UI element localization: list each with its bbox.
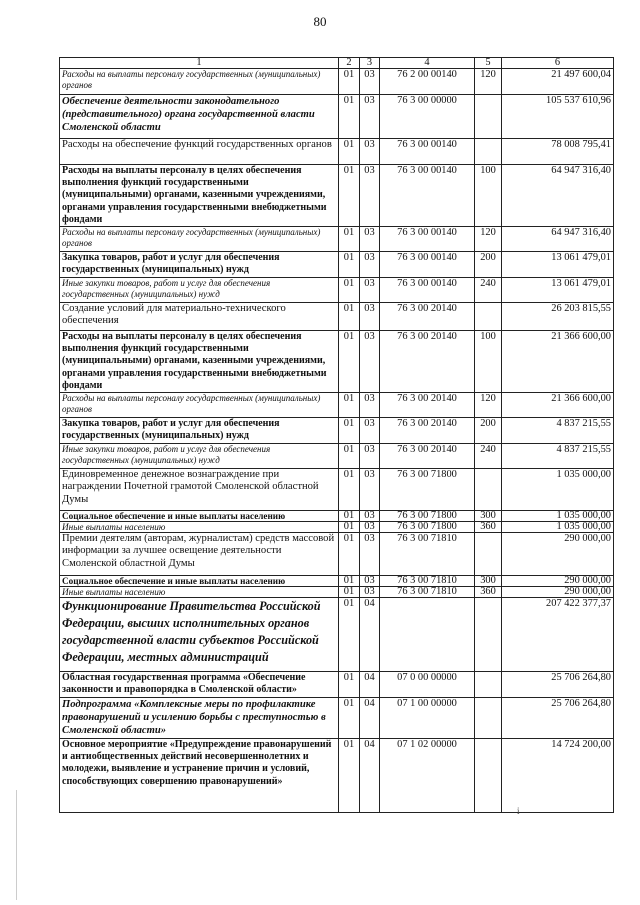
cell-section: 01 (339, 95, 360, 139)
cell-section: 01 (339, 739, 360, 813)
cell-section: 01 (339, 576, 360, 587)
cell-subsection: 03 (360, 331, 380, 393)
cell-expense-type (475, 469, 502, 511)
table-row (60, 139, 614, 165)
cell-subsection: 03 (360, 522, 380, 533)
table-row (60, 165, 614, 227)
cell-amount: 105 537 610,96 (502, 95, 614, 139)
cell-target-code (380, 598, 475, 672)
table-row (60, 331, 614, 393)
table-row (60, 303, 614, 331)
cell-expense-type (475, 698, 502, 739)
cell-name: Единовременное денежное вознаграждение при награждении Почетной грамотой Смоленской областной Думы (60, 469, 339, 511)
header-col-4: 4 (380, 58, 475, 69)
cell-expense-type (475, 739, 502, 813)
cell-section: 01 (339, 698, 360, 739)
cell-name: Социальное обеспечение и иные выплаты населению (60, 511, 339, 522)
table-row (60, 469, 614, 511)
budget-table (59, 57, 614, 813)
table-header-row (60, 58, 614, 69)
cell-target-code: 76 3 00 20140 (380, 331, 475, 393)
table-row (60, 444, 614, 469)
cell-amount: 21 366 600,00 (502, 331, 614, 393)
cell-expense-type: 240 (475, 278, 502, 303)
scan-margin-line (16, 790, 17, 900)
cell-amount: 64 947 316,40 (502, 227, 614, 252)
cell-section: 01 (339, 303, 360, 331)
cell-name: Расходы на выплаты персоналу государственных (муниципальных) органов (60, 393, 339, 418)
cell-expense-type: 200 (475, 252, 502, 278)
cell-target-code: 76 3 00 71810 (380, 576, 475, 587)
cell-target-code: 76 3 00 00140 (380, 165, 475, 227)
cell-target-code: 76 3 00 71800 (380, 469, 475, 511)
cell-subsection: 03 (360, 444, 380, 469)
cell-subsection: 03 (360, 303, 380, 331)
table-row (60, 587, 614, 598)
cell-section: 01 (339, 533, 360, 576)
cell-target-code: 76 3 00 20140 (380, 303, 475, 331)
cell-name: Расходы на выплаты персоналу в целях обеспечения выполнения функций государственными (муниципальными) органами, казенными учреждениями, органами управления государственными внебюджетными фондами (60, 165, 339, 227)
table-row (60, 698, 614, 739)
cell-expense-type (475, 533, 502, 576)
cell-target-code: 07 0 00 00000 (380, 672, 475, 698)
cell-name: Областная государственная программа «Обеспечение законности и правопорядка в Смоленской области» (60, 672, 339, 698)
table-row (60, 598, 614, 672)
cell-subsection: 03 (360, 418, 380, 444)
cell-name: Иные выплаты населению (60, 587, 339, 598)
cell-section: 01 (339, 587, 360, 598)
cell-name: Иные закупки товаров, работ и услуг для обеспечения государственных (муниципальных) нужд (60, 444, 339, 469)
cell-subsection: 03 (360, 576, 380, 587)
cell-expense-type: 100 (475, 331, 502, 393)
cell-expense-type (475, 598, 502, 672)
cell-expense-type: 300 (475, 576, 502, 587)
cell-name: Закупка товаров, работ и услуг для обеспечения государственных (муниципальных) нужд (60, 418, 339, 444)
cell-name: Закупка товаров, работ и услуг для обеспечения государственных (муниципальных) нужд (60, 252, 339, 278)
cell-target-code: 76 3 00 71810 (380, 587, 475, 598)
cell-expense-type (475, 672, 502, 698)
cell-amount: 290 000,00 (502, 576, 614, 587)
header-col-6: 6 (502, 58, 614, 69)
cell-subsection: 03 (360, 587, 380, 598)
table-row (60, 533, 614, 576)
cell-subsection: 03 (360, 139, 380, 165)
table-row (60, 227, 614, 252)
cell-expense-type (475, 303, 502, 331)
cell-target-code: 07 1 00 00000 (380, 698, 475, 739)
table-row (60, 418, 614, 444)
cell-section: 01 (339, 393, 360, 418)
table-row (60, 511, 614, 522)
cell-amount: 25 706 264,80 (502, 672, 614, 698)
cell-name: Обеспечение деятельности законодательного (представительного) органа государственной власти Смоленской области (60, 95, 339, 139)
cell-subsection: 03 (360, 69, 380, 95)
cell-target-code: 76 3 00 00140 (380, 278, 475, 303)
cell-expense-type: 300 (475, 511, 502, 522)
table-row (60, 69, 614, 95)
cell-amount: 290 000,00 (502, 587, 614, 598)
cell-name: Расходы на выплаты персоналу в целях обеспечения выполнения функций государственными (муниципальными) органами, казенными учреждениями, органами управления государственными внебюджетными фондами (60, 331, 339, 393)
cell-expense-type: 120 (475, 393, 502, 418)
cell-section: 01 (339, 69, 360, 95)
cell-subsection: 03 (360, 511, 380, 522)
cell-amount: 78 008 795,41 (502, 139, 614, 165)
cell-target-code: 76 3 00 71800 (380, 511, 475, 522)
cell-expense-type: 120 (475, 69, 502, 95)
page-number: 80 (313, 14, 327, 29)
cell-amount: 14 724 200,00 (502, 739, 614, 813)
cell-subsection: 04 (360, 598, 380, 672)
cell-amount: 21 366 600,00 (502, 393, 614, 418)
cell-amount: 4 837 215,55 (502, 418, 614, 444)
cell-expense-type (475, 139, 502, 165)
cell-section: 01 (339, 165, 360, 227)
cell-name: Социальное обеспечение и иные выплаты населению (60, 576, 339, 587)
table-row (60, 739, 614, 813)
cell-subsection: 04 (360, 739, 380, 813)
cell-subsection: 03 (360, 469, 380, 511)
cell-expense-type: 360 (475, 587, 502, 598)
table-row (60, 278, 614, 303)
cell-amount: 13 061 479,01 (502, 252, 614, 278)
cell-name: Премии деятелям (авторам, журналистам) средств массовой информации за лучшее освещение деятельности Смоленской областной Думы (60, 533, 339, 576)
cell-subsection: 03 (360, 278, 380, 303)
cell-name: Иные закупки товаров, работ и услуг для обеспечения государственных (муниципальных) нужд (60, 278, 339, 303)
table-row (60, 252, 614, 278)
cell-amount: 1 035 000,00 (502, 522, 614, 533)
cell-section: 01 (339, 469, 360, 511)
cell-amount: 290 000,00 (502, 533, 614, 576)
table-body (60, 69, 614, 813)
cell-subsection: 03 (360, 393, 380, 418)
cell-section: 01 (339, 331, 360, 393)
cell-subsection: 04 (360, 698, 380, 739)
cell-name: Расходы на обеспечение функций государственных органов (60, 139, 339, 165)
cell-target-code: 76 3 00 20140 (380, 444, 475, 469)
cell-amount: 207 422 377,37 (502, 598, 614, 672)
cell-section: 01 (339, 418, 360, 444)
cell-name: Расходы на выплаты персоналу государственных (муниципальных) органов (60, 69, 339, 95)
table-row (60, 576, 614, 587)
cell-target-code: 76 2 00 00140 (380, 69, 475, 95)
cell-target-code: 76 3 00 00140 (380, 139, 475, 165)
cell-target-code: 76 3 00 00140 (380, 227, 475, 252)
cell-section: 01 (339, 252, 360, 278)
stray-mark: i (517, 806, 520, 816)
cell-section: 01 (339, 139, 360, 165)
cell-name: Расходы на выплаты персоналу государственных (муниципальных) органов (60, 227, 339, 252)
cell-subsection: 04 (360, 672, 380, 698)
cell-amount: 21 497 600,04 (502, 69, 614, 95)
cell-amount: 13 061 479,01 (502, 278, 614, 303)
cell-subsection: 03 (360, 95, 380, 139)
cell-target-code: 76 3 00 71810 (380, 533, 475, 576)
cell-expense-type: 100 (475, 165, 502, 227)
table-row (60, 393, 614, 418)
cell-target-code: 76 3 00 71800 (380, 522, 475, 533)
cell-subsection: 03 (360, 165, 380, 227)
cell-target-code: 76 3 00 20140 (380, 393, 475, 418)
cell-target-code: 76 3 00 20140 (380, 418, 475, 444)
cell-expense-type: 120 (475, 227, 502, 252)
cell-amount: 4 837 215,55 (502, 444, 614, 469)
header-col-2: 2 (339, 58, 360, 69)
cell-expense-type: 360 (475, 522, 502, 533)
cell-amount: 1 035 000,00 (502, 469, 614, 511)
cell-expense-type: 200 (475, 418, 502, 444)
cell-amount: 26 203 815,55 (502, 303, 614, 331)
header-col-1: 1 (60, 58, 339, 69)
cell-section: 01 (339, 444, 360, 469)
cell-section: 01 (339, 227, 360, 252)
cell-target-code: 76 3 00 00140 (380, 252, 475, 278)
header-col-5: 5 (475, 58, 502, 69)
cell-target-code: 76 3 00 00000 (380, 95, 475, 139)
cell-subsection: 03 (360, 252, 380, 278)
cell-amount: 25 706 264,80 (502, 698, 614, 739)
cell-target-code: 07 1 02 00000 (380, 739, 475, 813)
cell-name: Иные выплаты населению (60, 522, 339, 533)
cell-name: Основное мероприятие «Предупреждение правонарушений и антиобщественных действий несовершеннолетних и молодежи, выявление и устранение причин и условий, способствующих совершению правонарушений» (60, 739, 339, 813)
cell-name: Создание условий для материально-технического обеспечения (60, 303, 339, 331)
table-row (60, 95, 614, 139)
cell-name: Подпрограмма «Комплексные меры по профилактике правонарушений и усилению борьбы с преступностью в Смоленской области» (60, 698, 339, 739)
cell-section: 01 (339, 522, 360, 533)
cell-subsection: 03 (360, 533, 380, 576)
cell-section: 01 (339, 278, 360, 303)
cell-expense-type (475, 95, 502, 139)
cell-section: 01 (339, 598, 360, 672)
cell-section: 01 (339, 672, 360, 698)
table-row (60, 522, 614, 533)
cell-expense-type: 240 (475, 444, 502, 469)
cell-amount: 1 035 000,00 (502, 511, 614, 522)
cell-name: Функционирование Правительства Российской Федерации, высших исполнительных органов государственной власти субъектов Российской Федерации, местных администраций (60, 598, 339, 672)
table-row (60, 672, 614, 698)
cell-amount: 64 947 316,40 (502, 165, 614, 227)
cell-subsection: 03 (360, 227, 380, 252)
cell-section: 01 (339, 511, 360, 522)
header-col-3: 3 (360, 58, 380, 69)
